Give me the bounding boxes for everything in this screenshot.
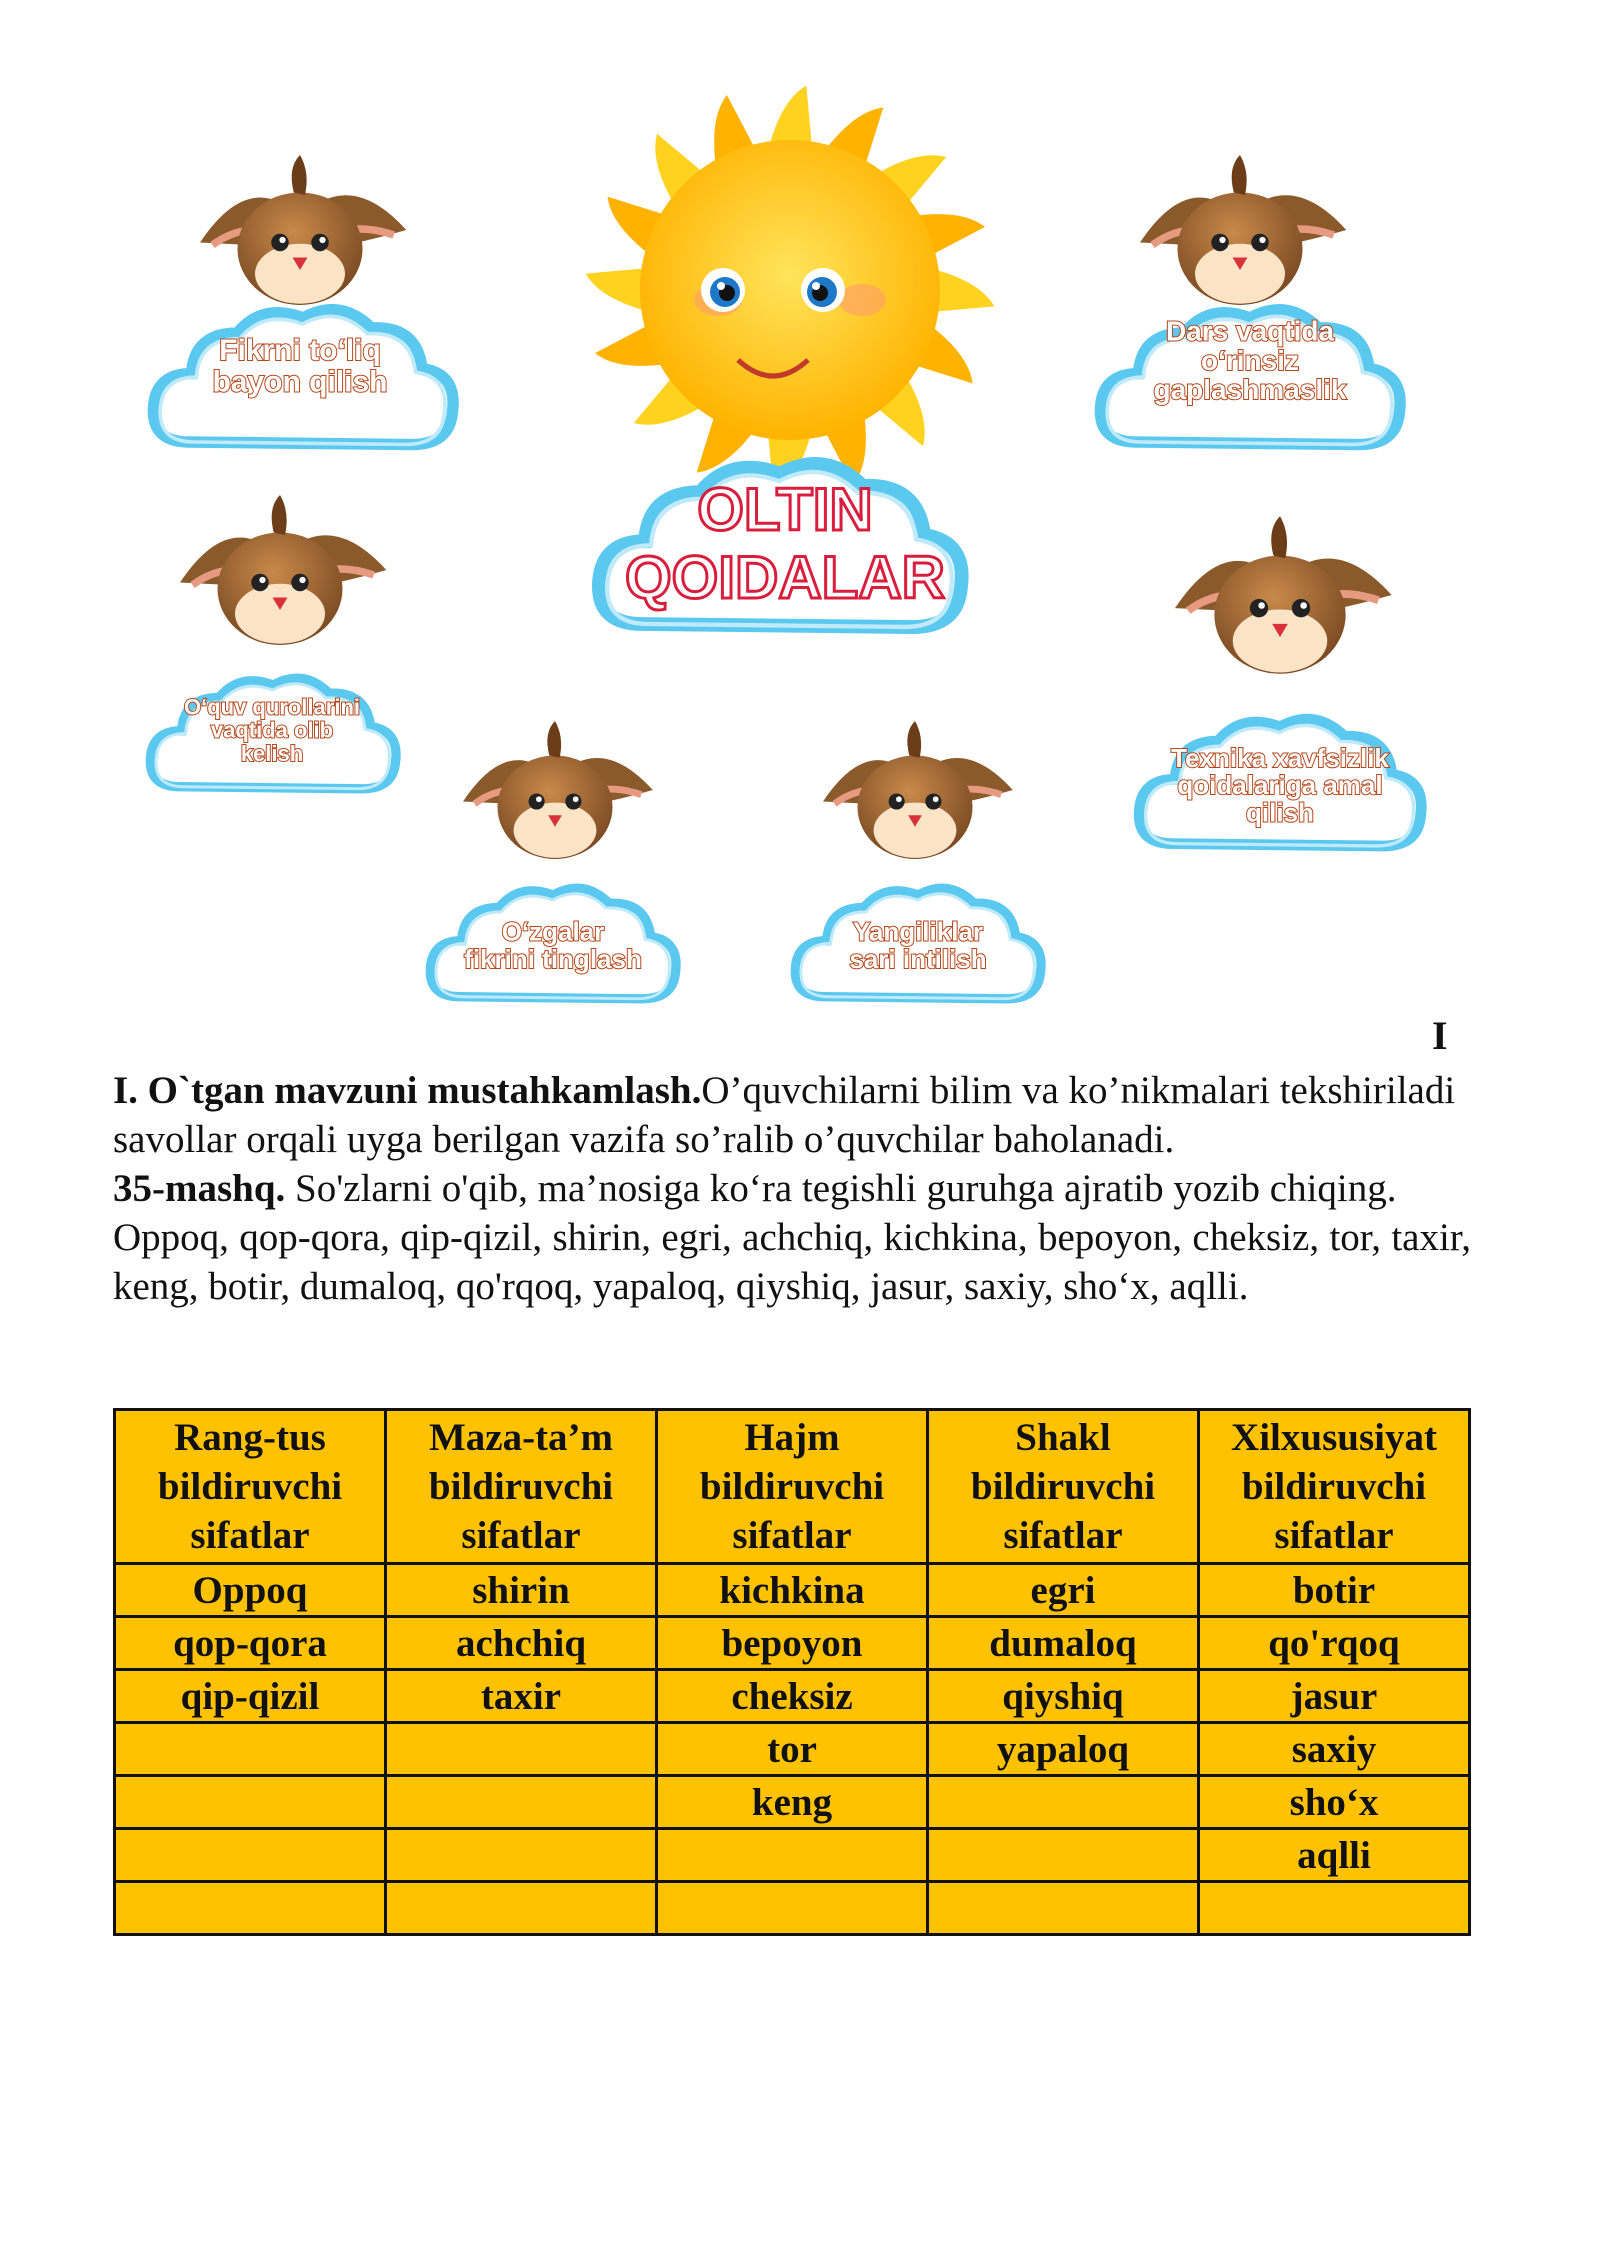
table-cell: qop-qora [115,1617,386,1670]
table-row [115,1723,1470,1776]
table-row [115,1776,1470,1829]
classification-table-wrap [113,1408,1471,1936]
table-cell: egri [928,1564,1199,1617]
golden-rules-poster [0,0,1600,1040]
poster-rule-line: o‘rinsiz [1200,344,1300,376]
sun-illustration [586,86,995,495]
poster-rule-line: fikrini tinglash [464,943,642,974]
poster-rule-line: Texnika xavfsizlik [1171,742,1389,773]
section-paragraph [113,1066,1471,1164]
bird-icon [1175,516,1392,674]
poster-title-line1: OLTIN [697,476,873,543]
table-header-line: bildiruvchi [1241,1465,1427,1508]
table-body [115,1564,1470,1935]
section-heading: I. O`tgan mavzuni mustahkamlash. [113,1069,702,1112]
exercise-label: 35-mashq. [113,1167,286,1210]
table-header-line: Shakl [1015,1416,1111,1459]
exercise-instruction [113,1164,1471,1213]
exercise-instruction-text: So'zlarni o'qib, ma’nosiga ko‘ra tegishli guruhga ajratib yozib chiqing. [285,1167,1397,1210]
poster-rule-line: Fikrni to‘liq [219,333,381,367]
table-cell [657,1882,928,1935]
table-cell [928,1776,1199,1829]
table-header-line: sifatlar [461,1514,581,1557]
poster-rule-line: qilish [1246,797,1314,828]
table-header-line: bildiruvchi [699,1465,885,1508]
table-header-cell [386,1410,657,1564]
table-cell: achchiq [386,1617,657,1670]
table-cell [386,1723,657,1776]
poster-rule-line: vaqtida olib [210,717,334,743]
exercise-words: Oppoq, qop-qora, qip-qizil, shirin, egri, achchiq, kichkina, bepoyon, cheksiz, tor, taxir, keng, botir, dumaloq, qo'rqoq, yapaloq, qiyshiq, jasur, saxiy, sho‘x, aqlli. [113,1216,1471,1308]
table-cell [115,1723,386,1776]
table-cell: qip-qizil [115,1670,386,1723]
classification-table [113,1408,1471,1936]
table-cell: tor [657,1723,928,1776]
table-header-cell [657,1410,928,1564]
table-header-line: sifatlar [190,1514,310,1557]
table-cell: keng [657,1776,928,1829]
section-body: O’quvchilarni bilim va ko’nikmalari tekshiriladi savollar orqali uyga berilgan vazifa so’ralib o’quvchilar baholanadi. [113,1069,1456,1161]
poster-title-line2: QOIDALAR [625,544,945,611]
table-cell: cheksiz [657,1670,928,1723]
table-cell: saxiy [1199,1723,1470,1776]
table-row [115,1617,1470,1670]
poster-rule-line: sari intilish [849,943,987,974]
table-header-cell [115,1410,386,1564]
table-cell [1199,1882,1470,1935]
table-cell [386,1882,657,1935]
lesson-text [113,1066,1471,1311]
table-header-line: bildiruvchi [428,1465,614,1508]
bird-icon [180,495,386,645]
poster-rule-line: O‘zgalar [501,916,605,947]
table-header-cell [928,1410,1199,1564]
table-cell [928,1882,1199,1935]
table-header-line: sifatlar [1274,1514,1394,1557]
table-cell: qiyshiq [928,1670,1199,1723]
table-cell [115,1829,386,1882]
table-cell: dumaloq [928,1617,1199,1670]
table-cell: jasur [1199,1670,1470,1723]
table-cell [386,1776,657,1829]
table-cell [657,1829,928,1882]
table-header-line: Rang-tus [174,1416,326,1459]
poster-rule-line: Dars vaqtida [1165,315,1335,347]
corner-mark: I [1432,1013,1448,1058]
table-cell: kichkina [657,1564,928,1617]
table-row [115,1564,1470,1617]
table-cell [115,1882,386,1935]
table-cell: qo'rqoq [1199,1617,1470,1670]
table-cell: botir [1199,1564,1470,1617]
bird-icon [823,721,1013,859]
table-header-line: bildiruvchi [157,1465,343,1508]
table-header-line: bildiruvchi [970,1465,1156,1508]
table-cell: sho‘x [1199,1776,1470,1829]
table-header-line: Hajm [744,1416,840,1459]
sun-cheek-right [838,284,886,316]
poster-rule-line: gaplashmaslik [1153,374,1347,406]
table-row [115,1829,1470,1882]
table-row [115,1670,1470,1723]
poster-rule-line: bayon qilish [212,365,388,399]
table-cell: bepoyon [657,1617,928,1670]
poster-rule-line: kelish [240,740,304,766]
sun-face [640,140,940,440]
table-cell: yapaloq [928,1723,1199,1776]
poster-rule-line: qoidalariga amal [1177,770,1383,801]
table-header-line: Xilxususiyat [1231,1416,1437,1459]
bird-icon [1140,155,1346,305]
bird-icon [463,721,653,859]
poster-rule-line: O‘quv qurollarini [183,694,361,720]
table-cell: shirin [386,1564,657,1617]
table-header-cell [1199,1410,1470,1564]
table-cell: Oppoq [115,1564,386,1617]
table-cell: taxir [386,1670,657,1723]
table-header-line: sifatlar [732,1514,852,1557]
table-cell [115,1776,386,1829]
table-header-line: sifatlar [1003,1514,1123,1557]
table-cell: aqlli [1199,1829,1470,1882]
poster-rule-line: Yangiliklar [852,916,984,947]
table-cell [386,1829,657,1882]
table-header-row [115,1410,1470,1564]
table-cell [928,1829,1199,1882]
table-header-line: Maza-ta’m [428,1416,614,1459]
table-row [115,1882,1470,1935]
bird-icon [200,155,406,305]
